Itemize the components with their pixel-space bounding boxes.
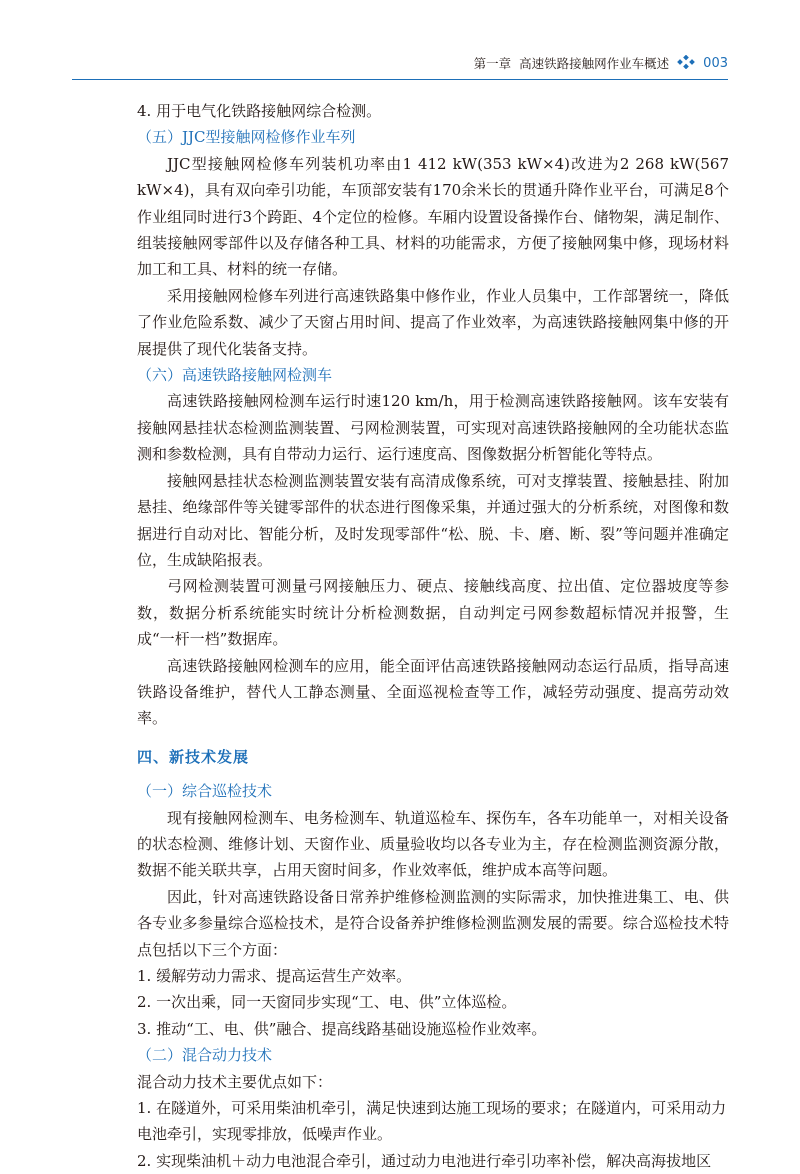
list-item: 1. 在隧道外，可采用柴油机牵引，满足快速到达施工现场的要求；在隧道内，可采用动力电池牵引，实现零排放，低噪声作业。 [137, 1099, 727, 1144]
body-text [137, 98, 729, 1174]
paragraph: 弓网检测装置可测量弓网接触压力、硬点、接触线高度、拉出值、定位器坡度等参数，数据分析系统能实时统计分析检测数据，自动判定弓网参数超标情况并报警，生成“一杆一档”数据库。 [137, 577, 729, 649]
subsection-heading-1: （一）综合巡检技术 [137, 782, 273, 801]
paragraph: 高速铁路接触网检测车的应用，能全面评估高速铁路接触网动态运行品质，指导高速铁路设备维护，替代人工静态测量、全面巡视检查等工作，减轻劳动强度、提高劳动效率。 [137, 656, 729, 728]
paragraph: 现有接触网检测车、电务检测车、轨道巡检车、探伤车，各车功能单一，对相关设备的状态检测、维修计划、天窗作业、质量验收均以各专业为主，存在检测监测资源分散，数据不能关联共享，占用天窗时间多，作业效率低，维护成本高等问题。 [137, 808, 729, 880]
paragraph: JJC型接触网检修车列装机功率由1 412 kW(353 kW×4)改进为2 268 kW(567 kW×4)，具有双向牵引功能，车顶部安装有170余米长的贯通升降作业平台，可满足8个作业组同时进行3个跨距、4个定位的检修。车厢内设置设备操作台、储物架，满足制作、组装接触网零部件以及存储各种工具、材料的功能需求，方便了接触网集中修，现场材料加工和工具、材料的统一存储。 [137, 154, 729, 279]
subsection-heading-5: （五）JJC型接触网检修作业车列 [137, 128, 356, 147]
paragraph: 混合动力技术主要优点如下： [137, 1072, 333, 1091]
list-item: 4. 用于电气化铁路接触网综合检测。 [137, 102, 382, 120]
paragraph: 接触网悬挂状态检测监测装置安装有高清成像系统，可对支撑装置、接触悬挂、附加悬挂、绝缘部件等关键零部件的状态进行图像采集，并通过强大的分析系统，对图像和数据进行自动对比、智能分析，及时发现零部件“松、脱、卡、磨、断、裂”等问题并准确定位，生成缺陷报表。 [137, 471, 729, 569]
paragraph: 因此，针对高速铁路设备日常养护维修检测监测的实际需求，加快推进集工、电、供各专业多参量综合巡检技术，是符合设备养护维修检测监测发展的需要。综合巡检技术特点包括以下三个方面： [137, 887, 729, 959]
diamond-ornament-icon [677, 55, 695, 72]
list-item: 3. 推动“工、电、供”融合、提高线路基础设施巡检作业效率。 [137, 1019, 547, 1038]
subsection-heading-6: （六）高速铁路接触网检测车 [137, 366, 333, 385]
header-rule [72, 79, 728, 80]
page-number: 003 [703, 55, 728, 71]
paragraph: 采用接触网检修车列进行高速铁路集中修作业，作业人员集中，工作部署统一，降低了作业危险系数、减少了天窗占用时间、提高了作业效率，为高速铁路接触网集中修的开展提供了现代化装备支持。 [137, 286, 729, 358]
section-heading: 四、新技术发展 [137, 747, 250, 766]
chapter-title: 高速铁路接触网作业车概述 [519, 56, 670, 71]
list-item: 1. 缓解劳动力需求、提高运营生产效率。 [137, 967, 412, 985]
subsection-heading-2: （二）混合动力技术 [137, 1046, 273, 1065]
running-header [474, 52, 728, 74]
paragraph: 高速铁路接触网检测车运行时速120 km/h，用于检测高速铁路接触网。该车安装有接触网悬挂状态检测监测装置、弓网检测装置，可实现对高速铁路接触网的全功能状态监测和参数检测，具有自带动力运行、运行速度高、图像数据分析智能化等特点。 [137, 392, 729, 464]
chapter-label: 第一章 [473, 56, 512, 71]
list-item: 2. 实现柴油机＋动力电池混合牵引，通过动力电池进行牵引功率补偿，解决高海拔地区 [137, 1151, 712, 1170]
list-item: 2. 一次出乘，同一天窗同步实现“工、电、供”立体巡检。 [137, 993, 517, 1012]
